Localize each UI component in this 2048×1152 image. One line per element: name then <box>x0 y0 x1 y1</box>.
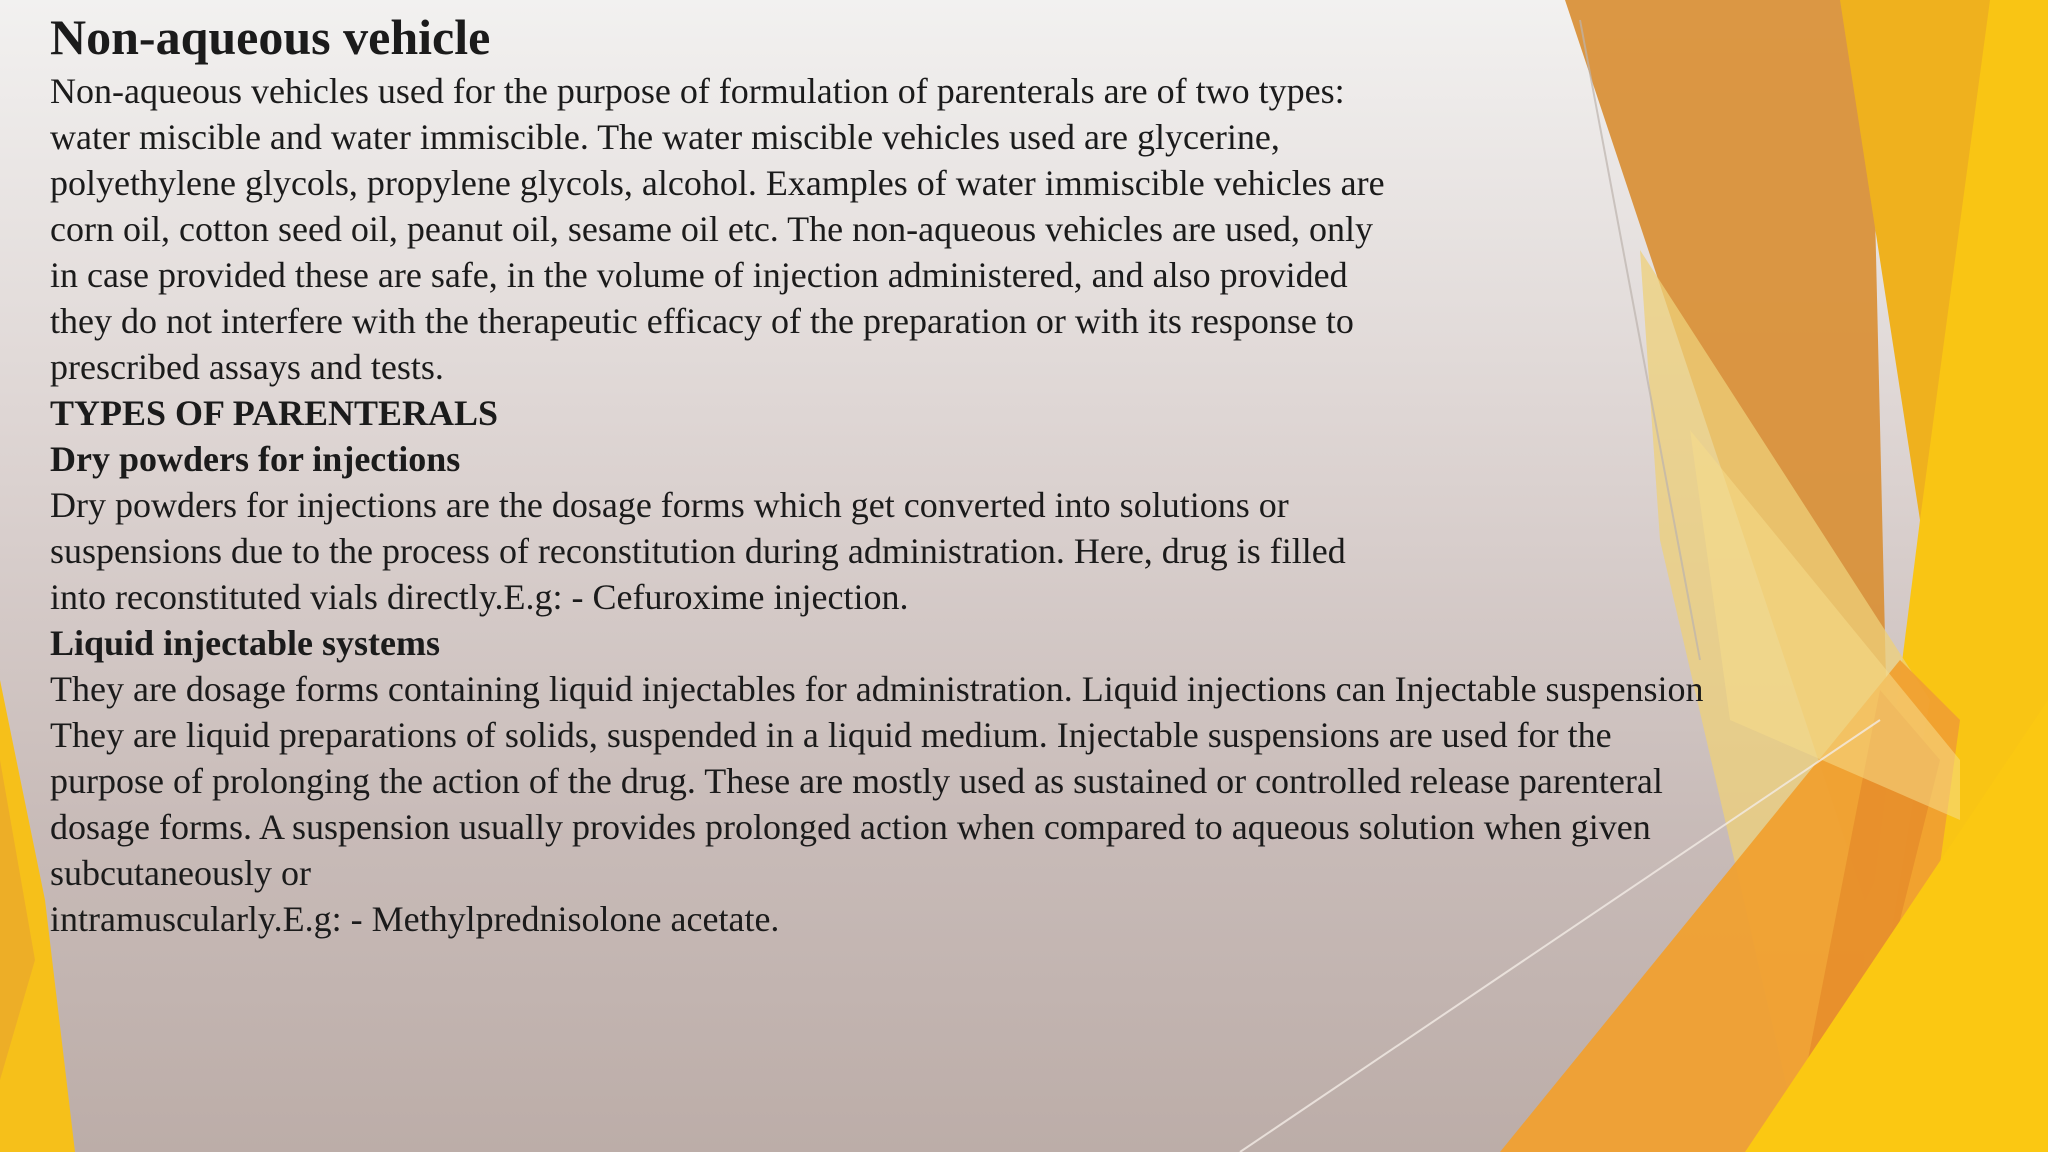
intro-line: corn oil, cotton seed oil, peanut oil, sesame oil etc. The non-aqueous vehicles are used, only <box>50 209 1373 249</box>
intro-line: in case provided these are safe, in the volume of injection administered, and also provided <box>50 255 1348 295</box>
intro-line: water miscible and water immiscible. The water miscible vehicles used are glycerine, <box>50 117 1280 157</box>
liquid-line: They are liquid preparations of solids, suspended in a liquid medium. Injectable suspensions are used for the <box>50 715 1612 755</box>
dry-powders-line: into reconstituted vials directly.E.g: - Cefuroxime injection. <box>50 577 909 617</box>
intro-line: they do not interfere with the therapeutic efficacy of the preparation or with its response to <box>50 301 1354 341</box>
liquid-heading: Liquid injectable systems <box>50 623 441 663</box>
dry-powders-paragraph <box>50 482 1500 620</box>
dry-powders-line: suspensions due to the process of reconstitution during administration. Here, drug is filled <box>50 531 1346 571</box>
liquid-line: purpose of prolonging the action of the drug. These are mostly used as sustained or controlled release parenteral <box>50 761 1663 801</box>
intro-paragraph <box>50 68 1500 390</box>
liquid-line: subcutaneously or <box>50 853 311 893</box>
intro-line: Non-aqueous vehicles used for the purpose of formulation of parenterals are of two types: <box>50 71 1345 111</box>
dry-powders-line: Dry powders for injections are the dosage forms which get converted into solutions or <box>50 485 1289 525</box>
liquid-line: dosage forms. A suspension usually provides prolonged action when compared to aqueous solution when given <box>50 807 1651 847</box>
liquid-line: They are dosage forms containing liquid injectables for administration. Liquid injections can Injectable suspension <box>50 669 1704 709</box>
dry-powders-heading: Dry powders for injections <box>50 439 461 479</box>
slide-title: Non-aqueous vehicle <box>50 9 491 65</box>
intro-line: polyethylene glycols, propylene glycols, alcohol. Examples of water immiscible vehicles are <box>50 163 1385 203</box>
liquid-line: intramuscularly.E.g: - Methylprednisolone acetate. <box>50 899 780 939</box>
types-heading: TYPES OF PARENTERALS <box>50 393 499 433</box>
slide-content <box>50 8 1890 942</box>
intro-line: prescribed assays and tests. <box>50 347 444 387</box>
liquid-paragraph <box>50 666 1880 942</box>
